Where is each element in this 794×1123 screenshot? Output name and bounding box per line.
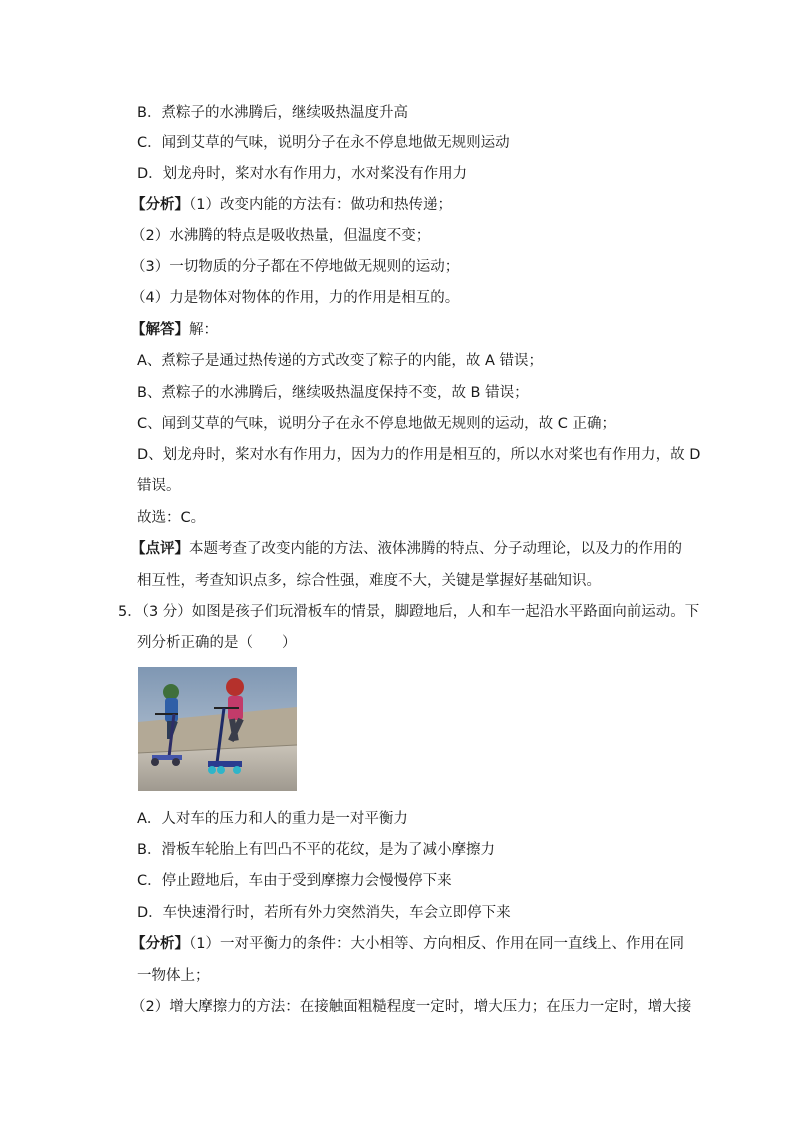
q4-comment-line-1 (131, 539, 682, 559)
analysis-tag: 【分析】 (131, 197, 189, 213)
q5-option-c: C．停止蹬地后，车由于受到摩擦力会慢慢停下来 (137, 873, 452, 889)
q4-option-b: B．煮粽子的水沸腾后，继续吸热温度升高 (137, 105, 408, 121)
q4-comment-line-2: 相互性，考查知识点多，综合性强，难度不大，关键是掌握好基础知识。 (137, 573, 601, 589)
analysis-text: （1）一对平衡力的条件：大小相等、方向相反、作用在同一直线上、作用在同 (189, 936, 684, 952)
q4-analysis-line-3: （3）一切物质的分子都在不停地做无规则的运动； (131, 259, 460, 275)
q4-option-d: D．划龙舟时，桨对水有作用力，水对桨没有作用力 (137, 166, 468, 182)
q5-stem-line-1: 5．（3 分）如图是孩子们玩滑板车的情景，脚蹬地后，人和车一起沿水平路面向前运动。下 (118, 604, 700, 620)
q4-analysis-line-4: （4）力是物体对物体的作用，力的作用是相互的。 (131, 290, 460, 306)
comment-tag: 【点评】 (131, 541, 189, 557)
q4-answer-d-2: 错误。 (137, 478, 181, 494)
q4-answer-b: B、煮粽子的水沸腾后，继续吸热温度保持不变，故 B 错误； (137, 385, 529, 401)
q5-option-d: D．车快速滑行时，若所有外力突然消失，车会立即停下来 (137, 905, 511, 921)
q4-answer-d-1: D、划龙舟时，桨对水有作用力，因为力的作用是相互的，所以水对桨也有作用力，故 D (137, 447, 701, 463)
comment-text: 本题考查了改变内能的方法、液体沸腾的特点、分子动理论，以及力的作用的 (189, 541, 682, 557)
q5-analysis-line-3: （2）增大摩擦力的方法：在接触面粗糙程度一定时，增大压力；在压力一定时，增大接 (131, 999, 692, 1015)
q4-analysis-line-1 (131, 195, 452, 215)
analysis-text: （1）改变内能的方法有：做功和热传递； (189, 197, 452, 213)
q4-answer-c: C、闻到艾草的气味，说明分子在永不停息地做无规则的运动，故 C 正确； (137, 416, 616, 432)
answer-intro: 解： (189, 322, 218, 338)
q4-answer-a: A、煮粽子是通过热传递的方式改变了粽子的内能，故 A 错误； (137, 353, 544, 369)
q4-option-c: C．闻到艾草的气味，说明分子在永不停息地做无规则运动 (137, 135, 510, 151)
q4-analysis-line-2: （2）水沸腾的特点是吸收热量，但温度不变； (131, 228, 431, 244)
q5-analysis-line-2: 一物体上； (137, 968, 210, 984)
scooter-photo (138, 667, 297, 791)
answer-tag: 【解答】 (131, 322, 189, 338)
q5-option-a: A．人对车的压力和人的重力是一对平衡力 (137, 811, 408, 827)
q4-choice: 故选：C。 (137, 510, 206, 526)
q5-stem-line-2: 列分析正确的是（ ） (137, 635, 297, 651)
q5-option-b: B．滑板车轮胎上有凹凸不平的花纹，是为了减小摩擦力 (137, 842, 495, 858)
q4-answer-line (131, 320, 218, 340)
analysis-tag: 【分析】 (131, 936, 189, 952)
q5-analysis-line-1 (131, 934, 684, 954)
